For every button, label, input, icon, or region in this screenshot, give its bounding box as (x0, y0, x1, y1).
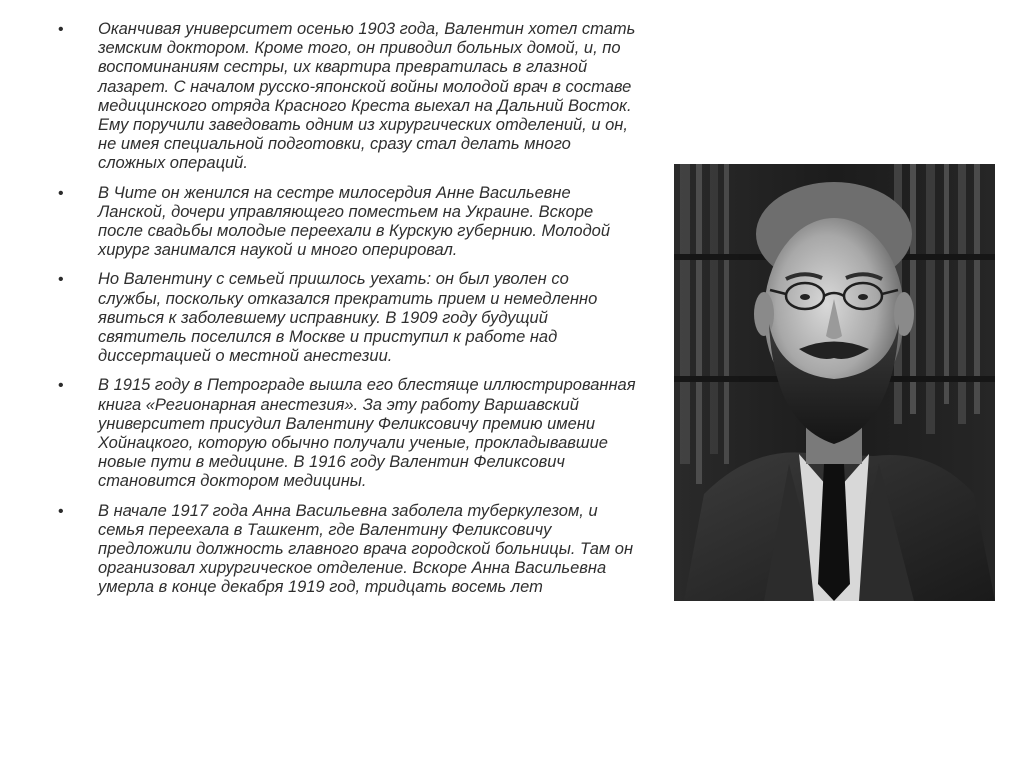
bullet-list (56, 20, 636, 608)
portrait-illustration (674, 164, 995, 601)
ear-left (754, 292, 774, 336)
bullet-marker: • (58, 377, 64, 395)
bullet-text: Но Валентину с семьей пришлось уехать: он был уволен со службы, поскольку отказался прекратить прием и немедленно явиться к заболевшему исправнику. В 1909 году будущий святитель поселился в Москве и приступил к работе над диссертацией о местной анестезии. (98, 270, 598, 366)
bullet-marker: • (58, 21, 64, 38)
bullet-marker: • (58, 502, 64, 520)
bullet-item (56, 184, 636, 261)
bullet-text: Оканчивая университет осенью 1903 года, Валентин хотел стать земским доктором. Кроме того, он приводил больных домой, и, по воспоминаниям сестры, их квартира превратилась в глазной лазарет. С началом русско-японской войны молодой врач в составе медицинского отряда Красного Креста выехал на Дальний Восток. Ему поручили заведовать одним из хирургических отделений, и он, не имея специальной подготовки, сразу стал делать много сложных операций. (98, 20, 636, 173)
bullet-item (56, 270, 636, 366)
eye-right (858, 294, 868, 300)
bullet-item (56, 20, 636, 174)
bullet-text: В начале 1917 года Анна Васильевна заболела туберкулезом, и семья переехала в Ташкент, где Валентину Феликсовичу предложили должность главного врача городской больницы. Там он организовал хирургическое отделение. Вскоре Анна Васильевна умерла в конце декабря 1919 год, тридцать восемь лет (98, 501, 634, 597)
bullet-marker: • (58, 271, 64, 289)
ear-right (894, 292, 914, 336)
bullet-item (56, 376, 636, 491)
eye-left (800, 294, 810, 300)
bullet-text: В Чите он женился на сестре милосердия Анне Васильевне Ланской, дочери управляющего поместьем на Украине. Вскоре после свадьбы молодые переехали в Курскую губернию. Молодой хирург занимался наукой и много оперировал. (98, 183, 611, 260)
portrait-photo (674, 164, 995, 601)
bullet-text: В 1915 году в Петрограде вышла его блестяще иллюстрированная книга «Регионарная анестезия». За эту работу Варшавский университет присудил Валентину Феликсовичу премию имени Хойнацкого, которую обычно получали ученые, прокладывавшие новые пути в медицине. В 1916 году Валентин Феликсович становится доктором медицины. (98, 376, 636, 491)
bullet-item (56, 502, 636, 598)
bullet-marker: • (58, 184, 64, 202)
